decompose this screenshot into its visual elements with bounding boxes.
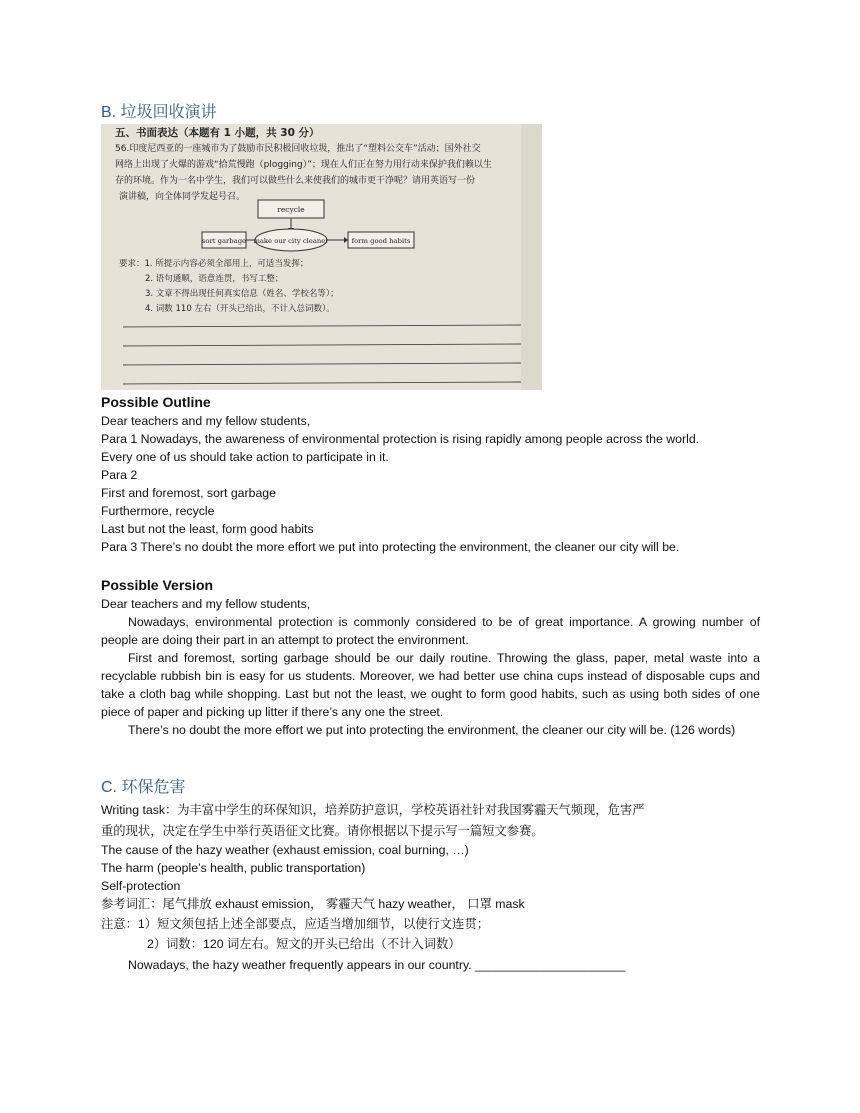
scanned-exam-image — [101, 124, 542, 390]
scan-requirement: 3. 文章不得出现任何真实信息（姓名、学校名等）； — [145, 289, 339, 299]
outline-line: First and foremost, sort garbage — [101, 486, 276, 500]
essay-opening: Nowadays, the hazy weather frequently appears in our country. ______________________ — [128, 958, 626, 972]
version-salutation: Dear teachers and my fellow students, — [101, 597, 311, 611]
outline-line: Para 3 There’s no doubt the more effort we put into protecting the environment, the cleaner our city will be. — [101, 540, 680, 554]
task-line: Writing task：为丰富中学生的环保知识，培养防护意识，学校英语社针对我国雾霾天气频现，危害严 — [101, 803, 645, 817]
outline-line: Dear teachers and my fellow students, — [101, 414, 311, 428]
note-line: 2）词数：120 词左右。短文的开头已给出（不计入词数） — [147, 937, 461, 951]
diagram-label-form-good-habits: form good habits — [351, 237, 411, 245]
task-line: 重的现状，决定在学生中举行英语征文比赛。请你根据以下提示写一篇短文参赛。 — [101, 824, 544, 838]
outline-line: Furthermore, recycle — [101, 504, 215, 518]
version-paragraph: There’s no doubt the more effort we put into protecting the environment, the cleaner our city will be. (126 words) — [128, 723, 736, 737]
task-point: Self-protection — [101, 879, 181, 893]
scan-requirement: 2. 语句通顺，语意连贯，书写工整； — [145, 274, 284, 284]
scan-prompt-line: 存的环境。作为一名中学生，我们可以做些什么来使我们的城市更干净呢？请用英语写一份 — [115, 176, 476, 186]
diagram-label-sort-garbage: sort garbage — [201, 237, 247, 245]
section-c-title: C. 环保危害 — [101, 779, 186, 796]
outline-title: Possible Outline — [101, 394, 211, 410]
outline-line: Last but not the least, form good habits — [101, 522, 314, 536]
scan-requirement: 要求：1. 所提示内容必须全部用上，可适当发挥； — [119, 259, 309, 269]
outline-line: Para 2 — [101, 468, 138, 482]
task-point: The harm (people’s health, public transportation) — [101, 861, 366, 875]
scan-requirement: 4. 词数 110 左右（开头已给出，不计入总词数）。 — [145, 304, 335, 314]
diagram-label-recycle: recycle — [277, 205, 305, 214]
scan-prompt-line: 56.印度尼西亚的一座城市为了鼓励市民积极回收垃圾，推出了“塑料公交车”活动；国外社交 — [115, 144, 481, 154]
scan-prompt-line: 演讲稿，向全体同学发起号召。 — [119, 192, 246, 202]
version-title: Possible Version — [101, 577, 214, 593]
scan-svg — [101, 124, 542, 390]
note-line: 注意：1）短文须包括上述全部要点，应适当增加细节，以使行文连贯； — [101, 917, 490, 931]
outline-line: Para 1 Nowadays, the awareness of environmental protection is rising rapidly among people across the world. — [101, 432, 700, 446]
vocab-line: 参考词汇：尾气排放 exhaust emission， 雾霾天气 hazy weather， 口罩 mask — [101, 897, 525, 911]
section-b-title: B. 垃圾回收演讲 — [101, 104, 217, 121]
scan-heading: 五、书面表达（本题有 1 小题，共 30 分） — [115, 127, 320, 139]
task-point: The cause of the hazy weather (exhaust emission, coal burning, …) — [101, 843, 469, 857]
version-paragraph: First and foremost, sorting garbage should be our daily routine. Throwing the glass, paper, metal waste into a recyclable rubbish bin is easy for us students. Moreover, we had better use china cups instead of disposable cups and take a cloth bag while shopping. Last but not the least, we ought to form good habits, such as using both sides of one piece of paper and picking up litter if there’s any one the street. — [101, 651, 760, 719]
diagram-label-center: make our city cleaner — [253, 237, 329, 245]
scan-prompt-line: 网络上出现了火爆的游戏“拾荒慢跑（plogging）”；现在人们正在努力用行动来保护我们赖以生 — [115, 160, 492, 170]
outline-line: Every one of us should take action to participate in it. — [101, 450, 389, 464]
version-paragraph: Nowadays, environmental protection is commonly considered to be of great importance. A growing number of people are doing their part in an attempt to protect the environment. — [101, 615, 760, 647]
